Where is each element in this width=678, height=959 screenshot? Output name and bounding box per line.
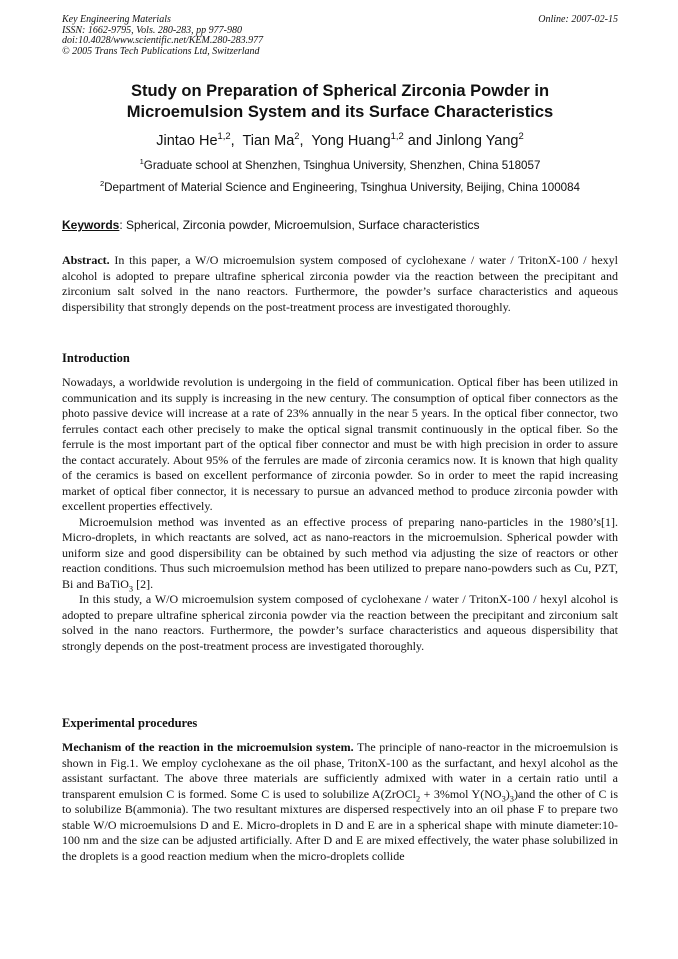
affiliation-text: Graduate school at Shenzhen, Tsinghua University, Shenzhen, China 518057	[143, 159, 541, 172]
author-name: Tian Ma	[242, 133, 295, 149]
paragraph-text: )and the other of C is to solubilize B(ammonia). The two resultant mixtures are dispersed respectively into an oil phase F to prepare two stable W/O microemulsions D and E. Micro-droplets in D and E are in a spherical shape with minute diameter:10-100 nm and the size can be adjusted artificially. After D and E are mixed effectively, the water phase solubilized in the droplets is a good reaction medium when the micro-droplets collide	[62, 786, 618, 863]
author-affiliation-mark: 2	[518, 130, 524, 142]
author-name: Jinlong Yang	[435, 133, 519, 149]
author-list: Jintao He$^{1,2}$, Tian Ma$^2$, Yong Huang$^{1,2}$ and Jinlong Yang$^2$	[156, 130, 524, 149]
introduction-heading: Introduction	[62, 351, 130, 365]
experimental-body	[62, 740, 618, 864]
title-line-1: Study on Preparation of Spherical Zirconia Powder in	[130, 82, 550, 100]
paragraph: In this study, a W/O microemulsion system composed of cyclohexane / water / TritonX-100 / hexyl alcohol is adopted to prepare ultrafine spherical zirconia powder via the reaction between the precipitant and zirconium salt solved in the nano reactors. Furthermore, the powder’s surface characteristics and aqueous dispersibility that strongly depends on the post-treatment process are investigated thoroughly.	[62, 592, 618, 653]
paragraph	[62, 515, 618, 593]
keywords	[62, 218, 618, 232]
paragraph-text: The principle of nano-reactor in the microemulsion is shown in Fig.1. We employ cyclohexane as the oil phase, TritonX-100 as the surfactant, and hexyl alcohol as the assistant surfactant. The above three materials are sufficiently admixed with water in a certain ratio until a transparent emulsion C is formed. Some C is used to solubilize A(ZrOCl	[62, 740, 618, 801]
paragraph: Nowadays, a worldwide revolution is undergoing in the field of communication. Optical fiber has been utilized in communication and its supply is increasing in the new century. The consumption of optical fiber connectors as the photo passive device will increase at a rate of 23% annually in the near 5 years. In the optical fiber connector, two ferrules contact each other precisely to make the optical signal transmit continuously in the optical fiber. So the ferrule is the most important part of the optical fiber connector and must be with high precision in order to assure the contact accurately. About 95% of the ferrules are made of zirconia ceramics now. It is known that high quality of the ceramics is based on excellent performance of zirconia powder. So in order to meet the rapid increasing market of optical fiber connector, it is necessary to pursue an advanced method to produce zirconia powder with excellent properties effectively.	[62, 375, 618, 513]
subscript: 2	[415, 793, 421, 803]
subsection-heading: Mechanism of the reaction in the microemulsion system.	[62, 740, 354, 754]
author-affiliation-mark: 2	[294, 130, 300, 142]
paragraph-text: )	[505, 786, 510, 801]
experimental-heading: Experimental procedures	[62, 716, 198, 730]
subscript: 3	[509, 793, 514, 803]
paragraph-text: Microemulsion method was invented as an effective process of preparing nano-particles in the 1980’s[1]. Micro-droplets, in which reactants are solved, act as nano-reactors in the microemulsion. Spherical powder with uniform size and good dispersibility can be obtained by such method via adjusting the size of reactors or other reaction conditions. Thus such microemulsion method has been utilized to prepare nano-powders such as Cu, PZT, Bi and BaTiO	[62, 514, 618, 591]
subscript: 3	[501, 793, 506, 803]
subscript: 3	[128, 583, 134, 593]
abstract-label: Abstract.	[62, 253, 110, 267]
title-line-2: Microemulsion System and its Surface Characteristics	[126, 103, 554, 121]
paragraph-text: [2].	[133, 576, 154, 591]
author-affiliation-mark: 1,2	[390, 130, 404, 142]
keywords-text: : Spherical, Zirconia powder, Microemulsion, Surface characteristics	[119, 218, 480, 232]
paragraph-text: + 3%mol Y(NO	[420, 786, 502, 801]
affiliation-mark: 1	[139, 157, 144, 167]
abstract	[62, 253, 618, 315]
affiliation-1	[62, 159, 618, 173]
affiliation-text: Department of Material Science and Engineering, Tsinghua University, Beijing, China 100084	[104, 181, 581, 194]
keywords-label: Keywords	[62, 218, 120, 232]
affiliation-mark: 2	[99, 179, 105, 189]
author-conjunction: and	[407, 133, 432, 149]
introduction-body	[62, 375, 618, 654]
affiliation-2	[62, 181, 618, 195]
author-name: Jintao He	[156, 133, 218, 149]
online-date: Online: 2007-02-15	[538, 14, 618, 25]
journal-name: Key Engineering Materials	[62, 14, 171, 25]
paragraph	[62, 740, 618, 864]
author-name: Yong Huang	[311, 133, 391, 149]
issn-line: ISSN: 1662-9795, Vols. 280-283, pp 977-980	[62, 24, 242, 36]
paper-title	[62, 81, 618, 123]
doi-line: doi:10.4028/www.scientific.net/KEM.280-283.977	[62, 35, 264, 46]
journal-header	[62, 15, 618, 57]
abstract-text: In this paper, a W/O microemulsion system composed of cyclohexane / water / TritonX-100 / hexyl alcohol is adopted to prepare ultrafine spherical zirconia powder via the reaction between the precipitant and zirconium salt solved in the nano reactors. Furthermore, the powder’s surface characteristics and aqueous dispersibility that strongly depends on the post-treatment process are investigated thoroughly.	[62, 253, 618, 314]
copyright-line: © 2005 Trans Tech Publications Ltd, Switzerland	[62, 45, 260, 57]
author-affiliation-mark: 1,2	[217, 130, 231, 142]
